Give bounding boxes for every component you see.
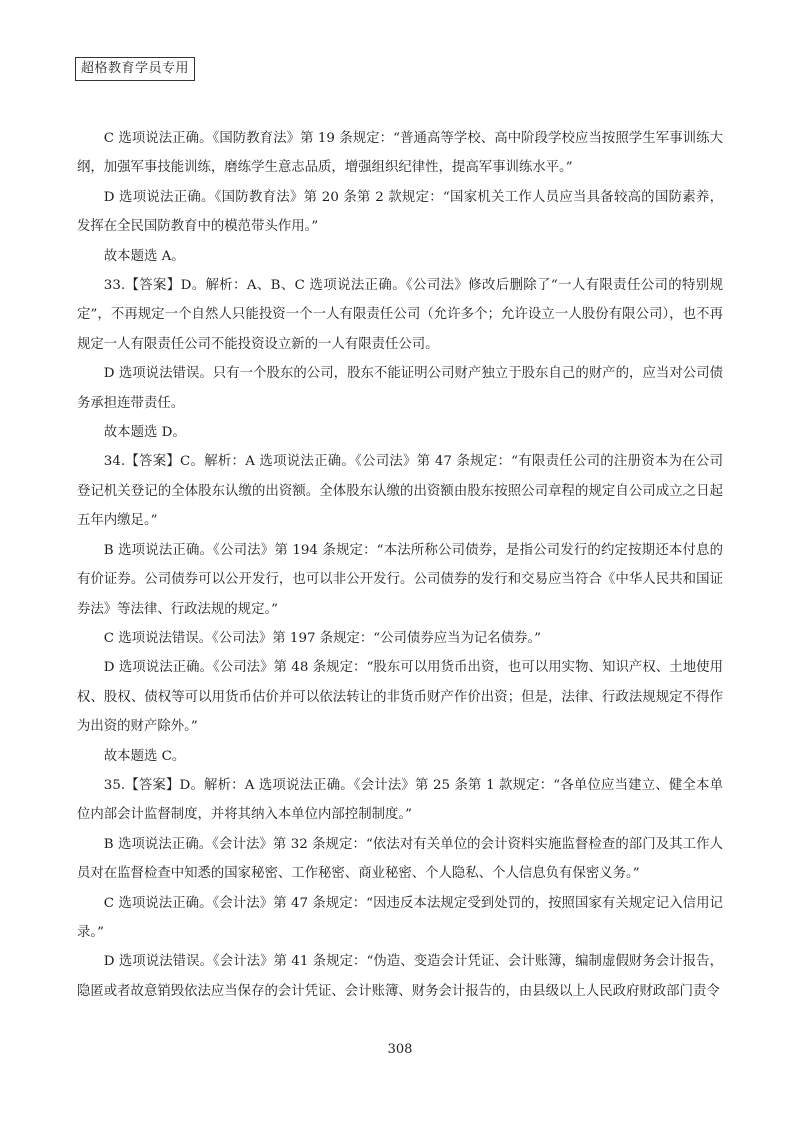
paragraph: 33.【答案】D。解析：A、B、C 选项说法正确。《公司法》修改后删除了“一人有限责任公司的特别规定”，不再规定一个自然人只能投资一个一人有限责任公司（允许多个；允许设立一人股份有限公司），也不再规定一人有限责任公司不能投资设立新的一人有限责任公司。 (77, 278, 723, 352)
paragraph: 35.【答案】D。解析：A 选项说法正确。《会计法》第 25 条第 1 款规定：“各单位应当建立、健全本单位内部会计监督制度，并将其纳入本单位内部控制制度。” (77, 777, 723, 823)
paragraph: C 选项说法正确。《会计法》第 47 条规定：“因违反本法规定受到处罚的，按照国家有关规定记入信用记录。” (77, 895, 723, 940)
paragraph: 故本题选 A。 (103, 248, 185, 264)
document-body (77, 124, 723, 1006)
paragraph: C 选项说法错误。《公司法》第 197 条规定：“公司债券应当为记名债券。” (103, 630, 541, 646)
paragraph: 34.【答案】C。解析：A 选项说法正确。《公司法》第 47 条规定：“有限责任公司的注册资本为在公司登记机关登记的全体股东认缴的出资额。全体股东认缴的出资额由股东按照公司章程的规定自公司成立之日起五年内缴足。” (77, 454, 723, 529)
paragraph: B 选项说法正确。《会计法》第 32 条规定：“依法对有关单位的会计资料实施监督检查的部门及其工作人员对在监督检查中知悉的国家秘密、工作秘密、商业秘密、个人隐私、个人信息负有保密义务。” (77, 836, 723, 882)
paragraph: D 选项说法错误。只有一个股东的公司，股东不能证明公司财产独立于股东自己的财产的，应当对公司债务承担连带责任。 (77, 366, 723, 411)
paragraph: C 选项说法正确。《国防教育法》第 19 条规定：“普通高等学校、高中阶段学校应当按照学生军事训练大纲，加强军事技能训练，磨练学生意志品质，增强组织纪律性，提高军事训练水平。” (77, 131, 723, 176)
page-number: 308 (387, 1042, 413, 1057)
paragraph: D 选项说法正确。《国防教育法》第 20 条第 2 款规定：“国家机关工作人员应当具备较高的国防素养，发挥在全民国防教育中的模范带头作用。” (77, 189, 723, 235)
paragraph: 故本题选 C。 (103, 748, 186, 764)
paragraph: B 选项说法正确。《公司法》第 194 条规定：“本法所称公司债券，是指公司发行的约定按期还本付息的有价证券。公司债券可以公开发行，也可以非公开发行。公司债券的发行和交易应当符合《中华人民共和国证券法》等法律、行政法规的规定。” (77, 542, 723, 617)
paragraph: D 选项说法错误。《会计法》第 41 条规定：“伪造、变造会计凭证、会计账簿，编制虚假财务会计报告，隐匿或者故意销毁依法应当保存的会计凭证、会计账簿、财务会计报告的，由县级以上人民政府财政部门责令 (77, 954, 723, 999)
paragraph: D 选项说法正确。《公司法》第 48 条规定：“股东可以用货币出资，也可以用实物、知识产权、土地使用权、股权、债权等可以用货币估价并可以依法转让的非货币财产作价出资；但是，法律、行政法规规定不得作为出资的财产除外。” (77, 660, 723, 735)
header-label: 超格教育学员专用 (75, 57, 195, 81)
paragraph: 故本题选 D。 (103, 425, 186, 441)
